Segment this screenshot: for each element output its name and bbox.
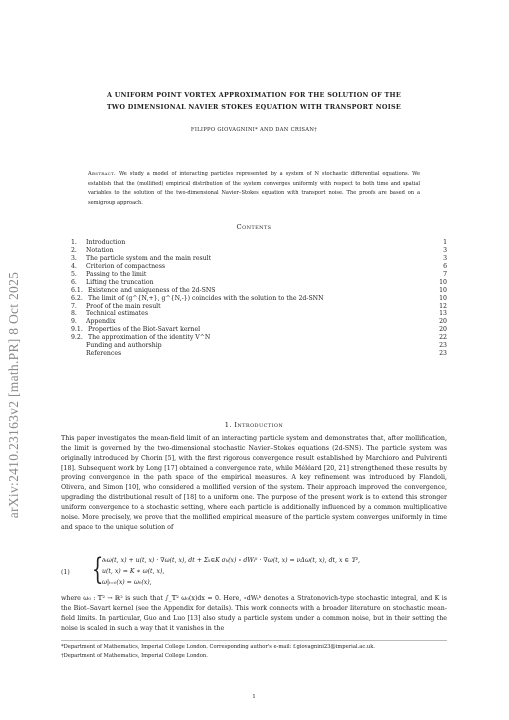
toc-entry[interactable] [71,334,447,342]
toc-entry-page: 23 [439,350,447,358]
arxiv-stamp [2,205,26,585]
toc-entry-page: 1 [443,239,447,246]
toc-entry-page: 13 [439,310,447,318]
toc-entry-page: 10 [439,286,447,294]
toc-entry[interactable] [71,279,447,287]
toc-entry[interactable] [71,239,447,247]
authors: FILIPPO GIOVAGNINI* AND DAN CRISAN† [190,127,318,133]
toc-entry[interactable] [71,271,447,279]
toc-entry-number: 9.1. [71,326,83,334]
toc-entry-page: 12 [439,302,447,310]
toc-entry-title: Lifting the truncation [86,278,154,286]
toc-entry[interactable] [71,318,447,326]
toc-entry-number: 4. [71,262,77,270]
toc-entry[interactable] [71,303,447,311]
title-line-1: A UNIFORM POINT VORTEX APPROXIMATION FOR THE SOLUTION OF THE [106,91,402,99]
contents-heading: Contents [236,223,272,231]
abstract-label: Abstract. [88,171,116,177]
toc-entry-number: 6.1. [71,286,83,294]
paper-title [61,89,447,113]
toc-entry-number: 5. [71,270,77,278]
toc-entry-number: 6. [71,278,77,286]
toc-entry-number: 9.2. [71,334,83,342]
equation-line-3: ω|ₜ₌₀(x) = ω₀(x), [102,579,152,586]
toc-entry-title: Technical estimates [86,310,149,318]
toc-entry[interactable] [71,287,447,295]
page-number: 1 [252,694,256,700]
toc-entry-title: Funding and authorship [86,342,162,350]
toc-entry-title: The limit of (g^{N,+}, g^{N,-}) coincides with the solution to the 2d-SNN [88,294,324,302]
abstract-text: We study a model of interacting particles represented by a system of N stochastic differential equations. We establish that the (mollified) empirical distribution of the system converges uniformly with respect to both time and spatial variables to the solution of the two-dimensional Navier–Stokes equation with transport noise. The proofs are based on a semigroup approach. [88,171,421,206]
toc-entry-page: 3 [443,254,447,262]
arxiv-stamp-text: arXiv:2410.23163v2 [math.PR] 8 Oct 2025 [6,271,21,519]
footnote-2: †Department of Mathematics, Imperial College London. [61,653,208,659]
toc-entry-title: Introduction [86,239,126,246]
section-heading: 1. Introduction [224,421,284,429]
equation-1 [61,552,447,589]
toc-entry-title: The particle system and the main result [86,254,212,262]
toc-entry[interactable] [71,342,447,350]
toc-entry[interactable] [71,263,447,271]
title-line-2: TWO DIMENSIONAL NAVIER STOKES EQUATION WITH TRANSPORT NOISE [106,103,402,111]
toc-entry[interactable] [71,326,447,334]
equation-number: (1) [61,569,70,576]
toc-entry-page: 22 [439,334,447,342]
intro-paragraph: This paper investigates the mean-field limit of an interacting particle system and demonstrates that, after mollification, the limit is governed by the two-dimensional stochastic Navier–Stokes equations (2d-SNS). The particle system was originally introduced by Chorin [5], with the first rigorous convergence result established by Marchioro and Pulvirenti [18]. Subsequent work by Long [17] obtained a convergence rate, while Méléard [20, 21] strengthened these results by proving convergence in the path space of the empirical measures. A key refinement was introduced by Flandoli, Olivera, and Simon [10], who considered a mollified version of the system. Their approach improved the convergence, upgrading the distributional result of [18] to a uniform one. The purpose of the present work is to extend this stronger uniform convergence to a stochastic setting, where each particle is additionally influenced by a common multiplicative noise. More precisely, we prove that the mollified empirical measure of the particle system converges uniformly in time and space to the unique solution of [61,435,447,531]
toc-entry-title: Notation [86,246,114,254]
toc-entry-number: 6.2. [71,294,83,302]
toc-entry-title: Appendix [86,318,116,326]
equation-line-2: u(t, x) = K ∗ ω(t, x), [102,568,165,575]
intro-paragraph-2: where ω₀ : 𝕋² → ℝ² is such that ∫_𝕋² ω₀(x)dx = 0. Here, ∘dWₜᵏ denotes a Stratonovich-type stochastic integral, and K is the Biot–Savart kernel (see the Appendix for details). This work connects with a broader literature on stochastic mean-field limits. In particular, Guo and Luo [13] also study a particle system under a common noise, but in their setting the noise is scaled in such a way that it vanishes in the [61,595,447,632]
toc-entry[interactable] [71,255,447,263]
toc-entry-page: 3 [443,246,447,254]
toc-entry[interactable] [71,350,447,358]
equation-brace: { [91,552,104,587]
footnote-1: *Department of Mathematics, Imperial College London. Corresponding author's e-mail: f.giovagnini23@imperial.ac.uk. [61,644,376,650]
table-of-contents [71,239,447,358]
toc-entry-title: Passing to the limit [86,270,147,278]
toc-entry-page: 6 [443,262,447,270]
toc-entry-page: 23 [439,342,447,350]
toc-entry-page: 10 [439,294,447,302]
toc-entry-page: 20 [439,326,447,334]
equation-line-1: ∂ₜω(t, x) + u(t, x) · ∇ω(t, x), dt + Σₖ∈K σₖ(x) ∘ dWₜᵏ · ∇ω(t, x) = νΔω(t, x), dt, x ∈ 𝕋², [102,557,361,564]
toc-entry-page: 10 [439,278,447,286]
toc-entry[interactable] [71,310,447,318]
toc-entry-title: Proof of the main result [86,302,161,310]
toc-entry-page: 20 [439,318,447,326]
toc-entry-number: 9. [71,318,77,326]
toc-entry-number: 2. [71,246,77,254]
abstract [88,170,420,208]
toc-entry-number: 1. [71,239,77,246]
toc-entry-number: 3. [71,254,77,262]
toc-entry[interactable] [71,247,447,255]
toc-entry-number: 8. [71,310,77,318]
toc-entry-title: Properties of the Biot-Savart kernel [88,326,201,334]
toc-entry-title: Criterion of compactness [86,262,166,270]
toc-entry-number: 7. [71,302,77,310]
toc-entry-title: Existence and uniqueness of the 2d-SNS [88,286,216,294]
toc-entry-page: 7 [443,270,447,278]
footnote-rule [61,640,447,641]
toc-entry[interactable] [71,295,447,303]
toc-entry-title: References [86,350,122,358]
toc-entry-title: The approximation of the identity V^N [88,334,211,342]
